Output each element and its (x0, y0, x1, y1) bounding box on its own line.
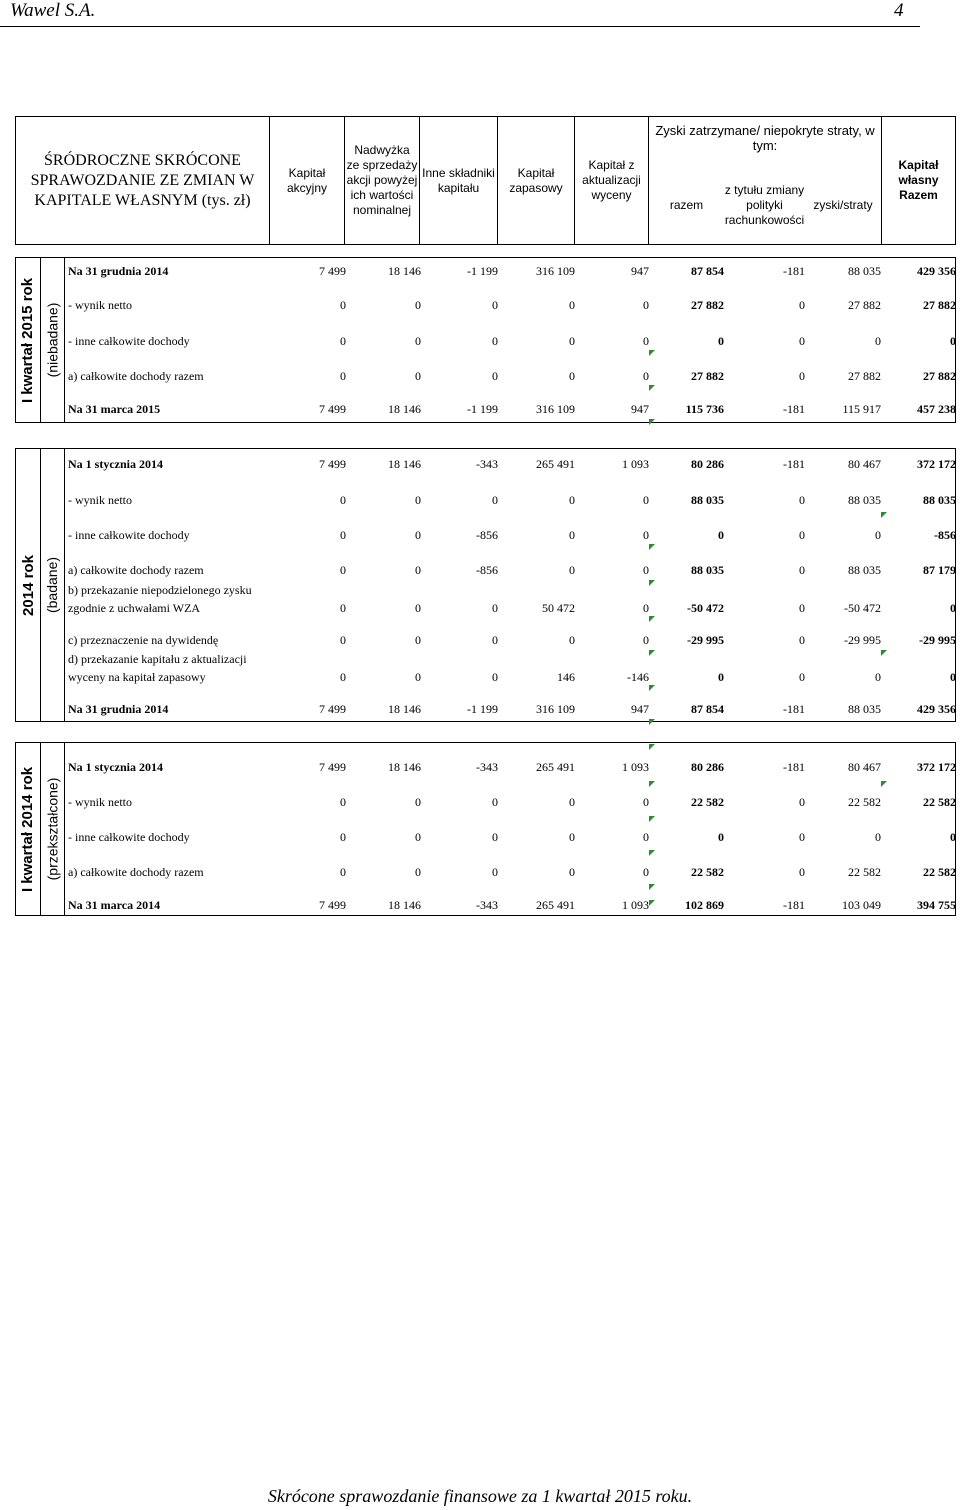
col-header-line: Kapitał (898, 158, 939, 172)
row-value: 18 146 (388, 402, 421, 416)
row-value: 0 (643, 601, 649, 615)
col-header-kapital-z-aktualizacji (575, 117, 648, 244)
col-header-line: nominalnej (352, 203, 412, 217)
row-value: 18 146 (388, 898, 421, 912)
row-value: 22 582 (923, 795, 956, 809)
row-value: 18 146 (388, 760, 421, 774)
row-value: -1 199 (467, 402, 498, 416)
row-value: 1 093 (622, 760, 649, 774)
row-value: -181 (783, 702, 805, 716)
row-label (68, 702, 168, 720)
row-value: 0 (718, 830, 724, 844)
row-value: 88 035 (848, 264, 881, 278)
row-value: 88 035 (848, 493, 881, 507)
row-value: 80 286 (691, 760, 724, 774)
row-value: 0 (492, 830, 498, 844)
row-value: 88 035 (691, 563, 724, 577)
row-value: 0 (415, 298, 421, 312)
section-label-sub (41, 258, 64, 422)
page-footer: Skrócone sprawozdanie finansowe za 1 kwartał 2015 roku. (267, 1486, 693, 1506)
row-label (68, 865, 204, 883)
row-value: 0 (799, 633, 805, 647)
col-header-line: Kapitał (288, 165, 326, 180)
row-value: 316 109 (536, 402, 575, 416)
row-value: 22 582 (848, 795, 881, 809)
row-label (68, 369, 204, 387)
table-title-line: KAPITALE WŁASNYM (tys. zł) (34, 191, 251, 209)
row-value: -181 (783, 264, 805, 278)
row-value: 457 238 (917, 402, 956, 416)
col-header-line: tym: (752, 138, 778, 153)
row-value: 0 (643, 298, 649, 312)
row-value: 0 (415, 563, 421, 577)
table-row (66, 830, 956, 848)
row-value: 50 472 (542, 601, 575, 615)
row-value: 0 (875, 334, 881, 348)
row-value: 0 (340, 795, 346, 809)
row-value: 1 093 (622, 898, 649, 912)
row-value: 22 582 (691, 865, 724, 879)
row-value: 0 (799, 865, 805, 879)
row-label-line: c) przeznaczenie na dywidendę (68, 633, 219, 647)
divider (64, 449, 65, 721)
row-value: 0 (643, 633, 649, 647)
row-value: 0 (492, 633, 498, 647)
row-value: 27 882 (691, 298, 724, 312)
row-label (68, 493, 132, 511)
row-value: 947 (631, 264, 649, 278)
row-value: 0 (569, 795, 575, 809)
row-value: 429 356 (917, 264, 956, 278)
cell-marker-icon (649, 580, 655, 586)
row-value: 0 (340, 528, 346, 542)
row-value: 316 109 (536, 702, 575, 716)
row-value: 0 (875, 830, 881, 844)
col-header-line: aktualizacji (582, 173, 641, 187)
row-value: 0 (569, 298, 575, 312)
page-number: 4 (894, 0, 904, 21)
col-header-line: zapasowy (509, 180, 563, 195)
row-value: -343 (476, 898, 498, 912)
table-row (66, 369, 956, 387)
section-label-sub-text: (przekształcone) (44, 777, 61, 881)
cell-marker-icon (649, 385, 655, 391)
row-label (68, 457, 163, 475)
section-label-main-text: I kwartał 2014 rok (19, 766, 37, 892)
row-label-line: d) przekazanie kapitału z aktualizacji (68, 652, 247, 666)
row-label (68, 633, 218, 651)
company-name: Wawel S.A. (10, 0, 96, 21)
row-value: 88 035 (923, 493, 956, 507)
row-value: -181 (783, 760, 805, 774)
table-row (66, 402, 956, 420)
row-value: 0 (718, 528, 724, 542)
row-value: 27 882 (848, 369, 881, 383)
row-value: 429 356 (917, 702, 956, 716)
row-value: 0 (492, 795, 498, 809)
row-label (68, 264, 168, 282)
row-value: 316 109 (536, 264, 575, 278)
col-header-line: polityki (746, 197, 783, 212)
table-title-line: SPRAWOZDANIE ZE ZMIAN W (30, 171, 255, 189)
cell-marker-icon (881, 781, 887, 787)
section-label-main (16, 743, 40, 915)
row-value: 265 491 (536, 760, 575, 774)
cell-marker-icon (649, 544, 655, 550)
col-header-nadwyzka (345, 117, 419, 244)
row-label (68, 298, 132, 316)
row-value: 0 (415, 601, 421, 615)
row-value: 0 (799, 334, 805, 348)
row-value: 0 (569, 369, 575, 383)
row-value: 88 035 (848, 702, 881, 716)
row-value: 0 (718, 334, 724, 348)
row-value: 22 582 (848, 865, 881, 879)
table-row (66, 457, 956, 475)
row-value: 0 (415, 830, 421, 844)
row-value: 0 (950, 601, 956, 615)
row-value: 0 (799, 563, 805, 577)
row-value: 0 (492, 601, 498, 615)
row-value: 0 (492, 298, 498, 312)
row-value: -181 (783, 402, 805, 416)
row-label-line: Na 1 stycznia 2014 (68, 760, 163, 774)
section-label-sub (41, 449, 64, 721)
row-value: 88 035 (691, 493, 724, 507)
col-header-line: Inne składniki (422, 165, 495, 180)
row-value: -856 (476, 563, 498, 577)
row-value: 0 (340, 601, 346, 615)
row-label (68, 652, 247, 688)
row-value: 0 (799, 830, 805, 844)
row-value: 0 (569, 334, 575, 348)
row-value: 1 093 (622, 457, 649, 471)
row-value: -29 995 (687, 633, 724, 647)
row-value: -146 (627, 670, 649, 684)
row-value: 947 (631, 702, 649, 716)
col-header-line: z tytułu zmiany (724, 182, 805, 197)
row-value: 0 (799, 369, 805, 383)
col-header-line: Nadwyżka (354, 143, 410, 157)
row-value: 0 (415, 334, 421, 348)
col-header-line: Razem (899, 188, 938, 202)
row-value: 0 (643, 865, 649, 879)
row-label (68, 898, 160, 916)
col-header-line: Kapitał z (588, 158, 635, 172)
col-header-line: własny (898, 173, 939, 187)
cell-marker-icon (649, 850, 655, 856)
row-value: 27 882 (923, 369, 956, 383)
row-value: 0 (643, 369, 649, 383)
row-value: 0 (643, 493, 649, 507)
row-value: -181 (783, 457, 805, 471)
col-header-razem (649, 170, 724, 240)
row-value: 0 (492, 670, 498, 684)
row-label-line: Na 1 stycznia 2014 (68, 457, 163, 471)
row-value: 0 (415, 795, 421, 809)
row-value: 0 (340, 493, 346, 507)
row-value: 18 146 (388, 702, 421, 716)
col-header-line: Kapitał (517, 165, 555, 180)
table-row (66, 898, 956, 916)
col-header-line: akcji powyżej (346, 173, 418, 187)
row-label-line: Na 31 marca 2015 (68, 402, 161, 416)
table-row (66, 760, 956, 778)
row-value: 0 (340, 670, 346, 684)
row-value: 0 (569, 493, 575, 507)
col-header-line: wyceny (591, 188, 632, 202)
row-value: 7 499 (319, 457, 346, 471)
table-row (66, 583, 956, 619)
row-value: 0 (569, 865, 575, 879)
row-value: 0 (643, 563, 649, 577)
row-value: 0 (492, 865, 498, 879)
row-value: 0 (569, 528, 575, 542)
row-value: 0 (569, 830, 575, 844)
section-label-main-text: I kwartał 2015 rok (19, 277, 37, 403)
col-header-line: ich wartości (350, 188, 414, 202)
row-value: 0 (643, 528, 649, 542)
row-value: 0 (415, 493, 421, 507)
row-label-line: a) całkowite dochody razem (68, 369, 204, 383)
row-value: 87 854 (691, 702, 724, 716)
row-label (68, 563, 204, 581)
row-value: 0 (950, 334, 956, 348)
row-value: 80 467 (848, 457, 881, 471)
row-value: -856 (934, 528, 956, 542)
row-value: 27 882 (848, 298, 881, 312)
row-label-line: - inne całkowite dochody (68, 528, 190, 542)
row-value: 115 917 (842, 402, 881, 416)
row-label-line: - wynik netto (68, 298, 132, 312)
table-row (66, 563, 956, 581)
row-value: 18 146 (388, 457, 421, 471)
row-value: 0 (799, 298, 805, 312)
table-row (66, 633, 956, 651)
cell-marker-icon (881, 650, 887, 656)
col-header-line: rachunkowości (724, 212, 805, 227)
row-value: -29 995 (844, 633, 881, 647)
row-value: 0 (643, 795, 649, 809)
row-value: 394 755 (917, 898, 956, 912)
row-value: -1 199 (467, 264, 498, 278)
col-group-zyski-zatrzymane (649, 121, 881, 155)
row-value: 7 499 (319, 702, 346, 716)
row-value: 0 (643, 334, 649, 348)
row-label-line: b) przekazanie niepodzielonego zysku (68, 583, 252, 597)
section-label-main-text: 2014 rok (19, 554, 37, 616)
row-value: -50 472 (687, 601, 724, 615)
row-label-line: wyceny na kapitał zapasowy (68, 670, 206, 684)
header-rule (0, 26, 920, 27)
row-label (68, 795, 132, 813)
table-row (66, 264, 956, 282)
row-value: 0 (415, 528, 421, 542)
section-label-main (16, 258, 40, 422)
table-row (66, 795, 956, 813)
section-label-sub-text: (badane) (44, 556, 61, 614)
divider (64, 258, 65, 422)
table-title-line: ŚRÓDROCZNE SKRÓCONE (44, 151, 241, 169)
row-label (68, 830, 190, 848)
col-header-line: akcyjny (286, 180, 327, 195)
row-value: 0 (340, 830, 346, 844)
row-value: 0 (569, 563, 575, 577)
col-header-line: kapitału (437, 180, 480, 195)
col-header-inne-skladniki (420, 117, 497, 244)
row-value: 27 882 (923, 298, 956, 312)
cell-marker-icon (649, 419, 655, 425)
section-label-main (16, 449, 40, 721)
row-value: 0 (415, 865, 421, 879)
row-label-line: - wynik netto (68, 795, 132, 809)
cell-marker-icon (649, 650, 655, 656)
table-row (66, 528, 956, 546)
row-value: 0 (492, 493, 498, 507)
row-value: -343 (476, 760, 498, 774)
cell-marker-icon (649, 685, 655, 691)
col-header-line: Zyski zatrzymane/ niepokryte straty, w (655, 123, 875, 138)
row-label-line: a) całkowite dochody razem (68, 865, 204, 879)
row-value: -343 (476, 457, 498, 471)
row-value: 102 869 (685, 898, 724, 912)
table-title (16, 117, 269, 244)
table-row (66, 493, 956, 511)
row-label (68, 402, 160, 420)
row-value: 22 582 (923, 865, 956, 879)
row-label (68, 760, 163, 778)
table-row (66, 702, 956, 720)
table-row (66, 865, 956, 883)
row-value: 0 (718, 670, 724, 684)
row-value: 372 172 (917, 457, 956, 471)
table-row (66, 334, 956, 352)
row-value: 0 (950, 830, 956, 844)
col-header-kapital-wlasny (882, 117, 955, 244)
section-label-sub-text: (niebadane) (44, 302, 61, 378)
cell-marker-icon (649, 744, 655, 750)
row-value: 7 499 (319, 402, 346, 416)
row-value: 80 467 (848, 760, 881, 774)
row-value: 146 (557, 670, 575, 684)
col-header-line: ze sprzedaży (346, 158, 418, 172)
row-value: 0 (643, 830, 649, 844)
section-label-sub (41, 743, 64, 915)
row-value: 0 (492, 334, 498, 348)
row-value: 0 (340, 369, 346, 383)
row-value: 265 491 (536, 457, 575, 471)
row-value: -181 (783, 898, 805, 912)
row-value: 22 582 (691, 795, 724, 809)
row-value: 0 (875, 670, 881, 684)
row-label-line: Na 31 grudnia 2014 (68, 264, 169, 278)
row-value: 115 736 (685, 402, 724, 416)
row-value: 0 (875, 528, 881, 542)
row-label-line: - wynik netto (68, 493, 132, 507)
row-label-line: Na 31 grudnia 2014 (68, 702, 169, 716)
row-label (68, 583, 252, 619)
cell-marker-icon (649, 900, 655, 906)
cell-marker-icon (649, 781, 655, 787)
col-header-zyski-straty (805, 170, 881, 240)
row-value: 0 (799, 670, 805, 684)
row-value: 0 (569, 633, 575, 647)
col-header-kapital-zapasowy (498, 117, 574, 244)
row-value: 0 (340, 633, 346, 647)
row-value: 372 172 (917, 760, 956, 774)
col-header-kapital-akcyjny (270, 117, 344, 244)
row-value: 0 (415, 670, 421, 684)
col-header-line: razem (669, 197, 704, 212)
cell-marker-icon (649, 350, 655, 356)
cell-marker-icon (649, 884, 655, 890)
row-value: 7 499 (319, 898, 346, 912)
col-header-line: zyski/straty (813, 197, 873, 212)
row-value: 0 (340, 298, 346, 312)
row-label-line: Na 31 marca 2014 (68, 898, 161, 912)
row-value: 0 (799, 493, 805, 507)
row-value: -29 995 (919, 633, 956, 647)
row-value: 0 (340, 334, 346, 348)
row-value: 0 (799, 601, 805, 615)
row-value: 88 035 (848, 563, 881, 577)
row-value: 87 854 (691, 264, 724, 278)
divider (64, 743, 65, 915)
row-label (68, 334, 190, 352)
row-value: 7 499 (319, 264, 346, 278)
row-value: 0 (340, 865, 346, 879)
cell-marker-icon (649, 816, 655, 822)
row-value: 265 491 (536, 898, 575, 912)
row-value: -1 199 (467, 702, 498, 716)
row-value: 0 (415, 369, 421, 383)
row-value: -50 472 (844, 601, 881, 615)
row-value: 0 (950, 670, 956, 684)
row-value: 80 286 (691, 457, 724, 471)
row-label-line: zgodnie z uchwałami WZA (68, 601, 201, 615)
row-value: 7 499 (319, 760, 346, 774)
table-row (66, 298, 956, 316)
row-value: 0 (799, 795, 805, 809)
row-value: -856 (476, 528, 498, 542)
row-value: 947 (631, 402, 649, 416)
row-value: 27 882 (691, 369, 724, 383)
row-label-line: - inne całkowite dochody (68, 830, 190, 844)
col-header-zmiana-polityki (724, 170, 805, 240)
row-value: 87 179 (923, 563, 956, 577)
row-value: 18 146 (388, 264, 421, 278)
row-value: 0 (340, 563, 346, 577)
row-label-line: - inne całkowite dochody (68, 334, 190, 348)
row-value: 103 049 (842, 898, 881, 912)
row-label (68, 528, 190, 546)
row-value: 0 (415, 633, 421, 647)
cell-marker-icon (649, 616, 655, 622)
row-label-line: a) całkowite dochody razem (68, 563, 204, 577)
cell-marker-icon (649, 719, 655, 725)
row-value: 0 (799, 528, 805, 542)
cell-marker-icon (881, 512, 887, 518)
row-value: 0 (492, 369, 498, 383)
table-row (66, 652, 956, 688)
